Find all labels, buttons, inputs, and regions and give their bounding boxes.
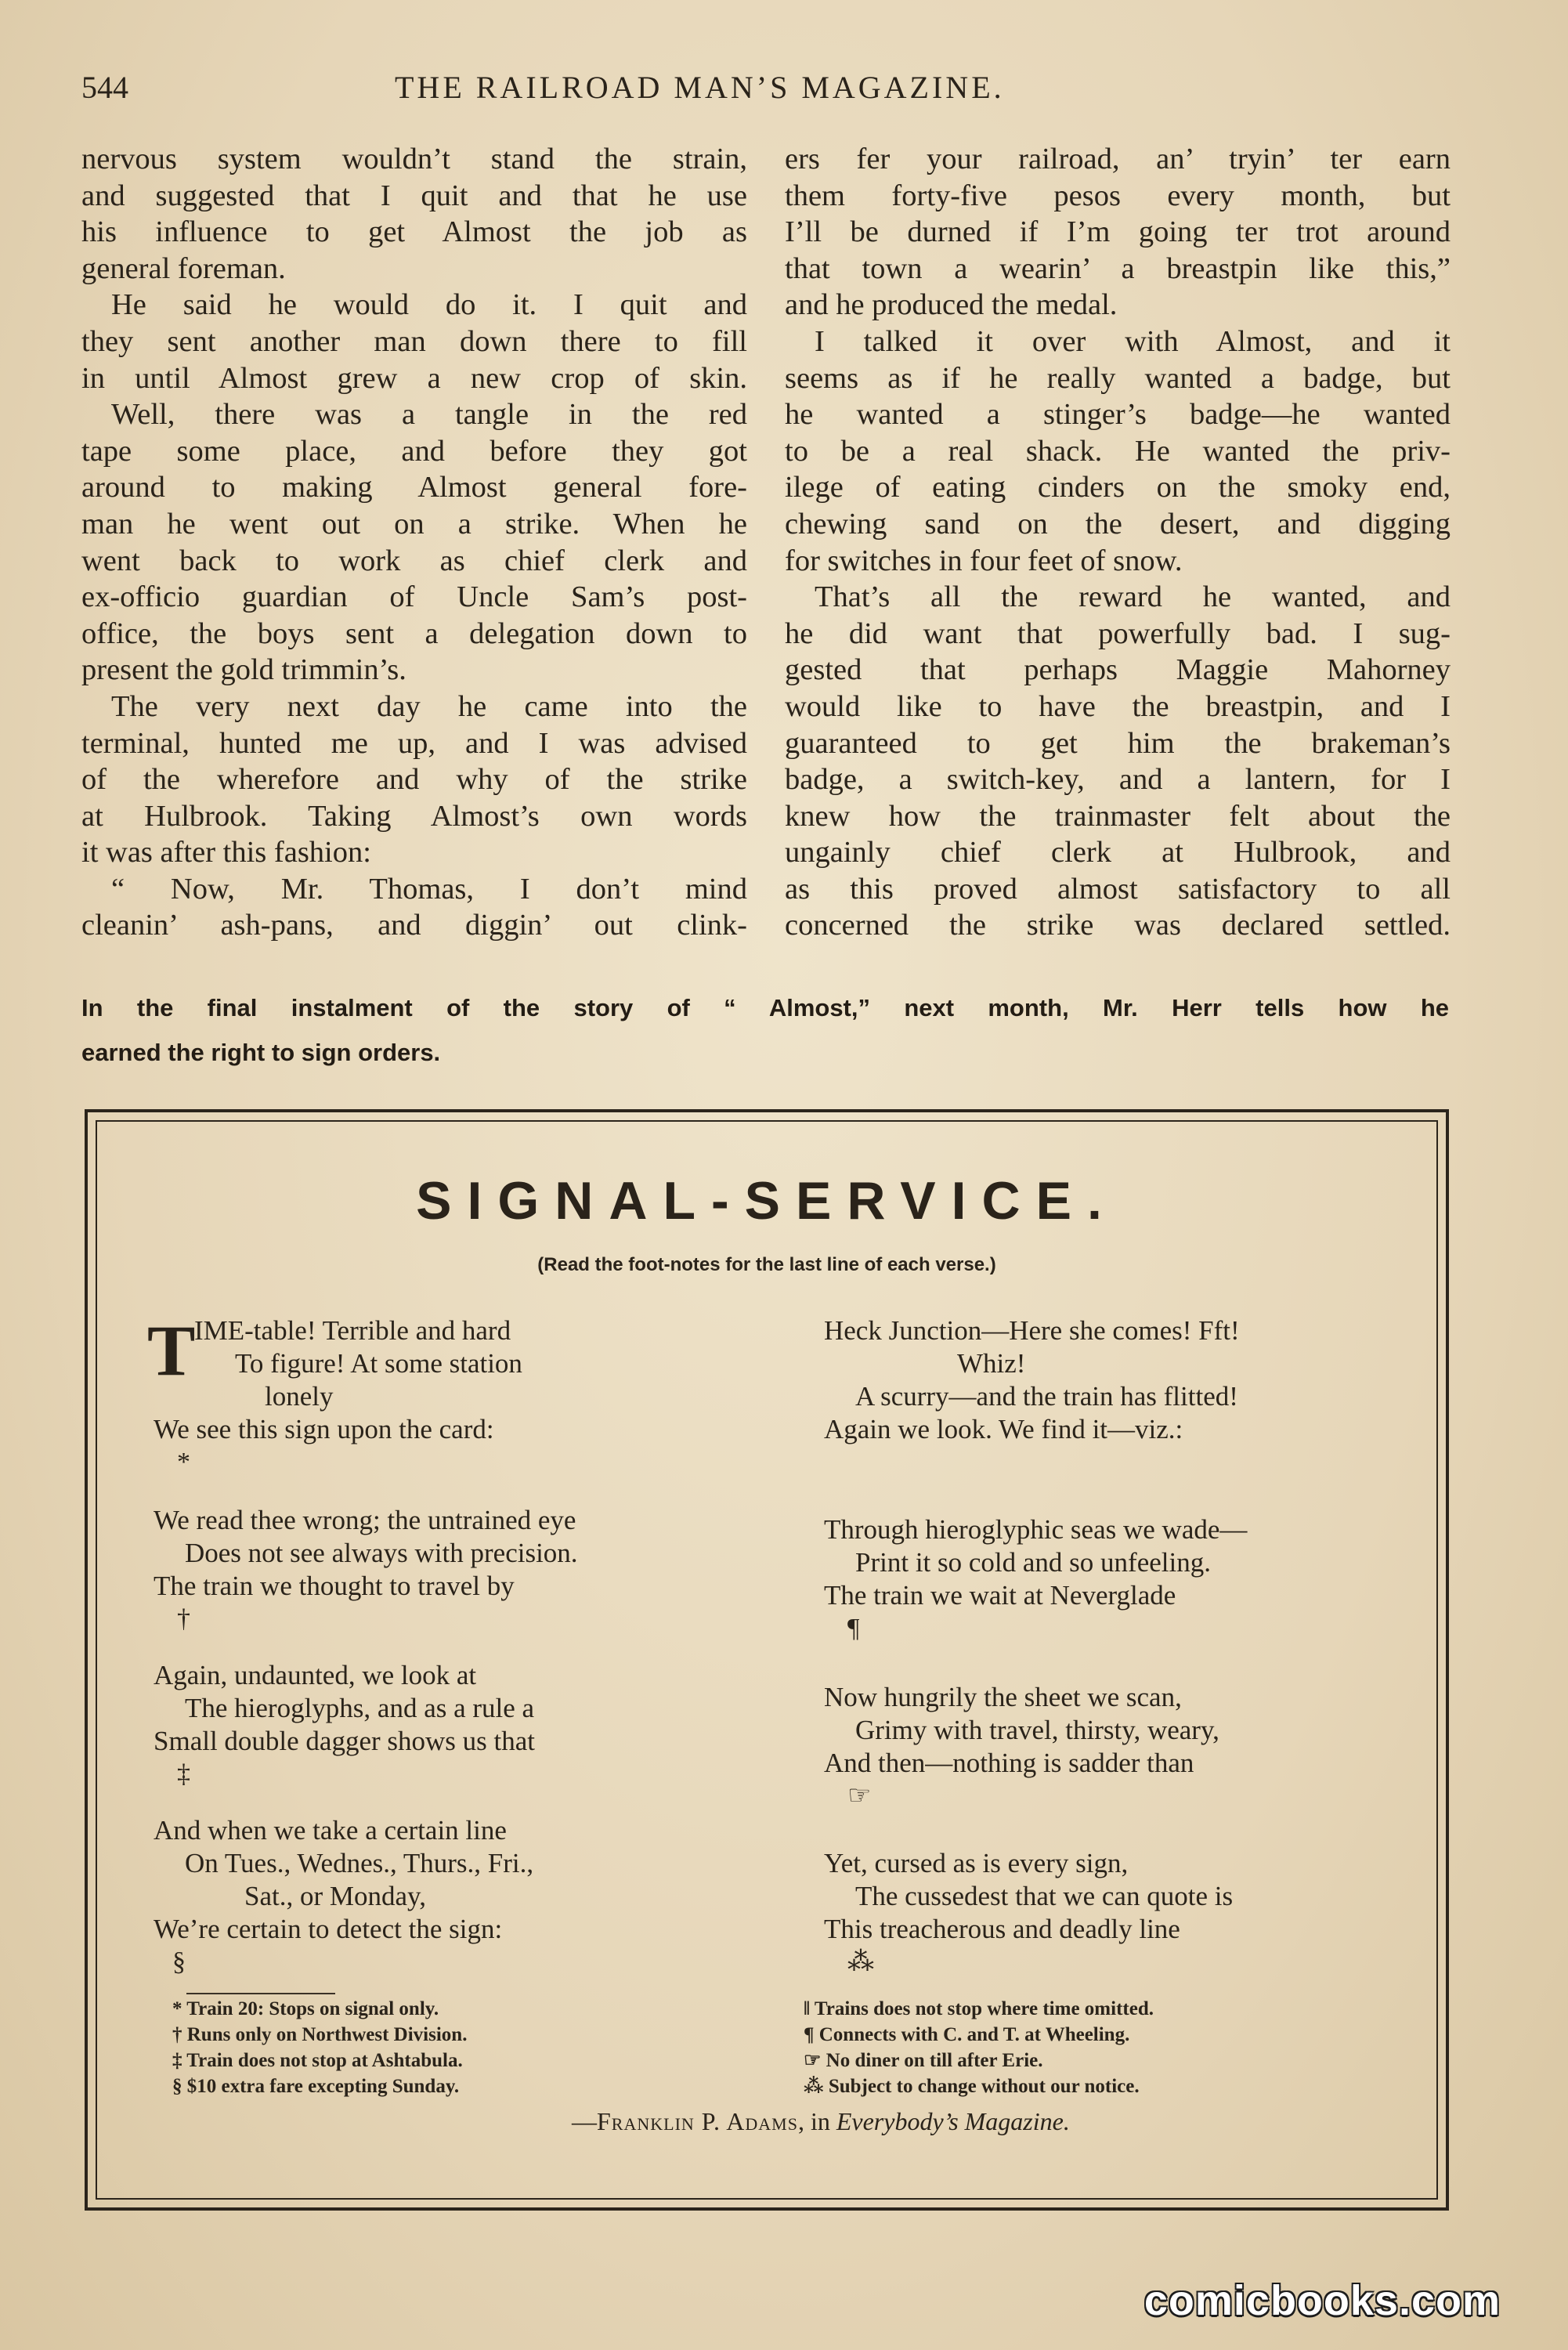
verse-symbol: ‡	[177, 1759, 190, 1788]
article-line: as this proved almost satisfactory to all	[785, 872, 1451, 906]
verse-right-1	[824, 1314, 1240, 1446]
article-line: I’ll be durned if I’m going ter trot around	[785, 215, 1451, 249]
verse-right-2	[824, 1513, 1247, 1645]
footnote: § $10 extra fare excepting Sunday.	[172, 2076, 460, 2097]
poem-subtitle: (Read the foot-notes for the last line of each verse.)	[537, 1254, 996, 1275]
credit-in: , in	[797, 2107, 836, 2135]
verse-line: The cussedest that we can quote is	[855, 1881, 1234, 1911]
article-line: badge, a switch-key, and a lantern, for I	[785, 763, 1451, 797]
verse-line: A scurry—and the train has flitted!	[855, 1381, 1238, 1412]
verse-symbol: ¶	[847, 1614, 860, 1643]
article-line: and suggested that I quit and that he use	[81, 179, 747, 212]
article-line: terminal, hunted me up, and I was advised	[81, 726, 747, 760]
article-line: knew how the trainmaster felt about the	[785, 799, 1451, 833]
article-line: they sent another man down there to fill	[81, 324, 747, 358]
verse-line: Through hieroglyphic seas we wade—	[824, 1514, 1248, 1545]
verse-line: We’re certain to detect the sign:	[154, 1914, 503, 1944]
editor-note-line: earned the right to sign orders.	[81, 1039, 441, 1066]
page-number: 544	[81, 70, 128, 105]
article-line: and he produced the medal.	[785, 288, 1118, 322]
credit-author: Franklin P. Adams	[597, 2107, 798, 2135]
article-line: ers fer your railroad, an’ tryin’ ter earn	[785, 143, 1451, 175]
verse-line: And when we take a certain line	[154, 1815, 507, 1846]
verse-line: And then—nothing is sadder than	[824, 1748, 1194, 1778]
credit-dash: —	[572, 2107, 597, 2135]
footnote: ⁂ Subject to change without our notice.	[804, 2076, 1140, 2097]
verse-line: IME-table! Terrible and hard	[194, 1315, 511, 1346]
article-line: seems as if he really wanted a badge, but	[785, 361, 1451, 395]
article-line: it was after this fashion:	[81, 836, 371, 870]
editor-note-line: In the final instalment of the story of “ Almost,” next month, Mr. Herr tells how he	[81, 994, 1449, 1021]
verse-line: The train we wait at Neverglade	[824, 1580, 1176, 1611]
article-line: concerned the strike was declared settled.	[785, 909, 1451, 942]
article-line: he did want that powerfully bad. I sug-	[785, 616, 1451, 650]
verse-line: The train we thought to travel by	[154, 1571, 515, 1601]
verse-line: Whiz!	[957, 1348, 1026, 1379]
footnote: ‡ Train does not stop at Ashtabula.	[172, 2050, 463, 2071]
verse-symbol: †	[177, 1604, 190, 1633]
article-line: went back to work as chief clerk and	[81, 544, 747, 577]
verse-line: Print it so cold and so unfeeling.	[855, 1547, 1211, 1578]
article-line: of the wherefore and why of the strike	[81, 763, 747, 797]
verse-left-1	[194, 1314, 522, 1413]
verse-symbol: *	[177, 1448, 190, 1477]
article-line: cleanin’ ash-pans, and diggin’ out clink-	[81, 909, 747, 942]
verse-symbol: ☞	[847, 1781, 872, 1810]
article-line: tape some place, and before they got	[81, 434, 747, 468]
article-line: man he went out on a strike. When he	[81, 507, 747, 540]
article-line: general foreman.	[81, 251, 286, 285]
magazine-title: THE RAILROAD MAN’S MAGAZINE.	[395, 70, 1005, 105]
verse-line: Small double dagger shows us that	[154, 1726, 536, 1756]
article-line: he wanted a stinger’s badge—he wanted	[785, 398, 1451, 432]
poem-credit	[572, 2107, 1070, 2136]
verse-line: Does not see always with precision.	[185, 1538, 578, 1568]
verse-line: Yet, cursed as is every sign,	[824, 1848, 1129, 1878]
article-line: That’s all the reward he wanted, and	[815, 580, 1451, 614]
article-line: present the gold trimmin’s.	[81, 653, 406, 687]
article-line: ilege of eating cinders on the smoky end,	[785, 471, 1451, 504]
footnote-separator	[186, 1993, 335, 1994]
verse-line: This treacherous and deadly line	[824, 1914, 1180, 1944]
article-line: chewing sand on the desert, and digging	[785, 507, 1451, 540]
footnotes-left	[172, 1996, 467, 2099]
verse-symbol: ⁂	[847, 1947, 874, 1976]
footnotes-right	[804, 1996, 1154, 2099]
verse-line: Heck Junction—Here she comes! Fft!	[824, 1315, 1240, 1346]
article-line: ungainly chief clerk at Hulbrook, and	[785, 836, 1451, 870]
verse-right-4	[824, 1847, 1233, 1979]
verse-line: lonely	[265, 1381, 334, 1412]
article-line: nervous system wouldn’t stand the strain,	[81, 143, 747, 175]
verse-line: The hieroglyphs, and as a rule a	[185, 1693, 535, 1723]
verse-right-3	[824, 1681, 1219, 1813]
verse-line: We see this sign upon the card:	[154, 1414, 494, 1444]
article-line: to be a real shack. He wanted the priv-	[785, 434, 1451, 468]
article-line: his influence to get Almost the job as	[81, 215, 747, 249]
verse-line: Now hungrily the sheet we scan,	[824, 1682, 1182, 1712]
running-head	[81, 69, 1515, 116]
footnote: ☞ No diner on till after Erie.	[804, 2050, 1043, 2071]
footnote: ¶ Connects with C. and T. at Wheeling.	[804, 2024, 1130, 2045]
poem-title: SIGNAL-SERVICE.	[416, 1171, 1118, 1231]
watermark: comicbooks.com	[1143, 2277, 1501, 2324]
verse-line: On Tues., Wednes., Thurs., Fri.,	[185, 1848, 534, 1878]
article-line: that town a wearin’ a breastpin like this,”	[785, 251, 1451, 285]
article-line: office, the boys sent a delegation down to	[81, 616, 747, 650]
footnote: † Runs only on Northwest Division.	[172, 2024, 468, 2045]
verse-symbol: §	[172, 1947, 186, 1976]
editor-note	[81, 985, 1449, 1075]
verse-line: We read thee wrong; the untrained eye	[154, 1505, 576, 1535]
verse-line: Grimy with travel, thirsty, weary,	[855, 1715, 1219, 1745]
article-line: guaranteed to get him the brakeman’s	[785, 726, 1451, 760]
footnote: ‖ Trains does not stop where time omitted.	[804, 1998, 1154, 2019]
verse-left-3	[154, 1659, 535, 1791]
verse-left-4	[154, 1814, 533, 1979]
article-line: gested that perhaps Maggie Mahorney	[785, 653, 1451, 687]
article-line: for switches in four feet of snow.	[785, 544, 1183, 577]
article-line: “ Now, Mr. Thomas, I don’t mind	[111, 872, 747, 906]
verse-left-1-end	[154, 1413, 494, 1479]
article-line: He said he would do it. I quit and	[111, 288, 747, 322]
article-line: in until Almost grew a new crop of skin.	[81, 361, 747, 395]
article-line: them forty-five pesos every month, but	[785, 179, 1451, 212]
credit-source: Everybody’s Magazine.	[836, 2107, 1070, 2135]
article-column-left	[81, 141, 747, 944]
verse-left-2	[154, 1504, 578, 1636]
article-column-right	[785, 141, 1451, 944]
article-line: Well, there was a tangle in the red	[111, 398, 747, 432]
article-line: would like to have the breastpin, and I	[785, 689, 1451, 723]
verse-line: To figure! At some station	[235, 1348, 522, 1379]
article-line: The very next day he came into the	[111, 689, 747, 723]
footnote: * Train 20: Stops on signal only.	[172, 1998, 439, 2019]
verse-line: Again, undaunted, we look at	[154, 1660, 477, 1690]
article-line: I talked it over with Almost, and it	[815, 324, 1451, 358]
article-line: around to making Almost general fore-	[81, 471, 747, 504]
article-line: ex-officio guardian of Uncle Sam’s post-	[81, 580, 747, 614]
article-line: at Hulbrook. Taking Almost’s own words	[81, 799, 747, 833]
drop-cap: T	[147, 1311, 196, 1390]
verse-line: Sat., or Monday,	[244, 1881, 427, 1911]
verse-line: Again we look. We find it—viz.:	[824, 1414, 1183, 1444]
